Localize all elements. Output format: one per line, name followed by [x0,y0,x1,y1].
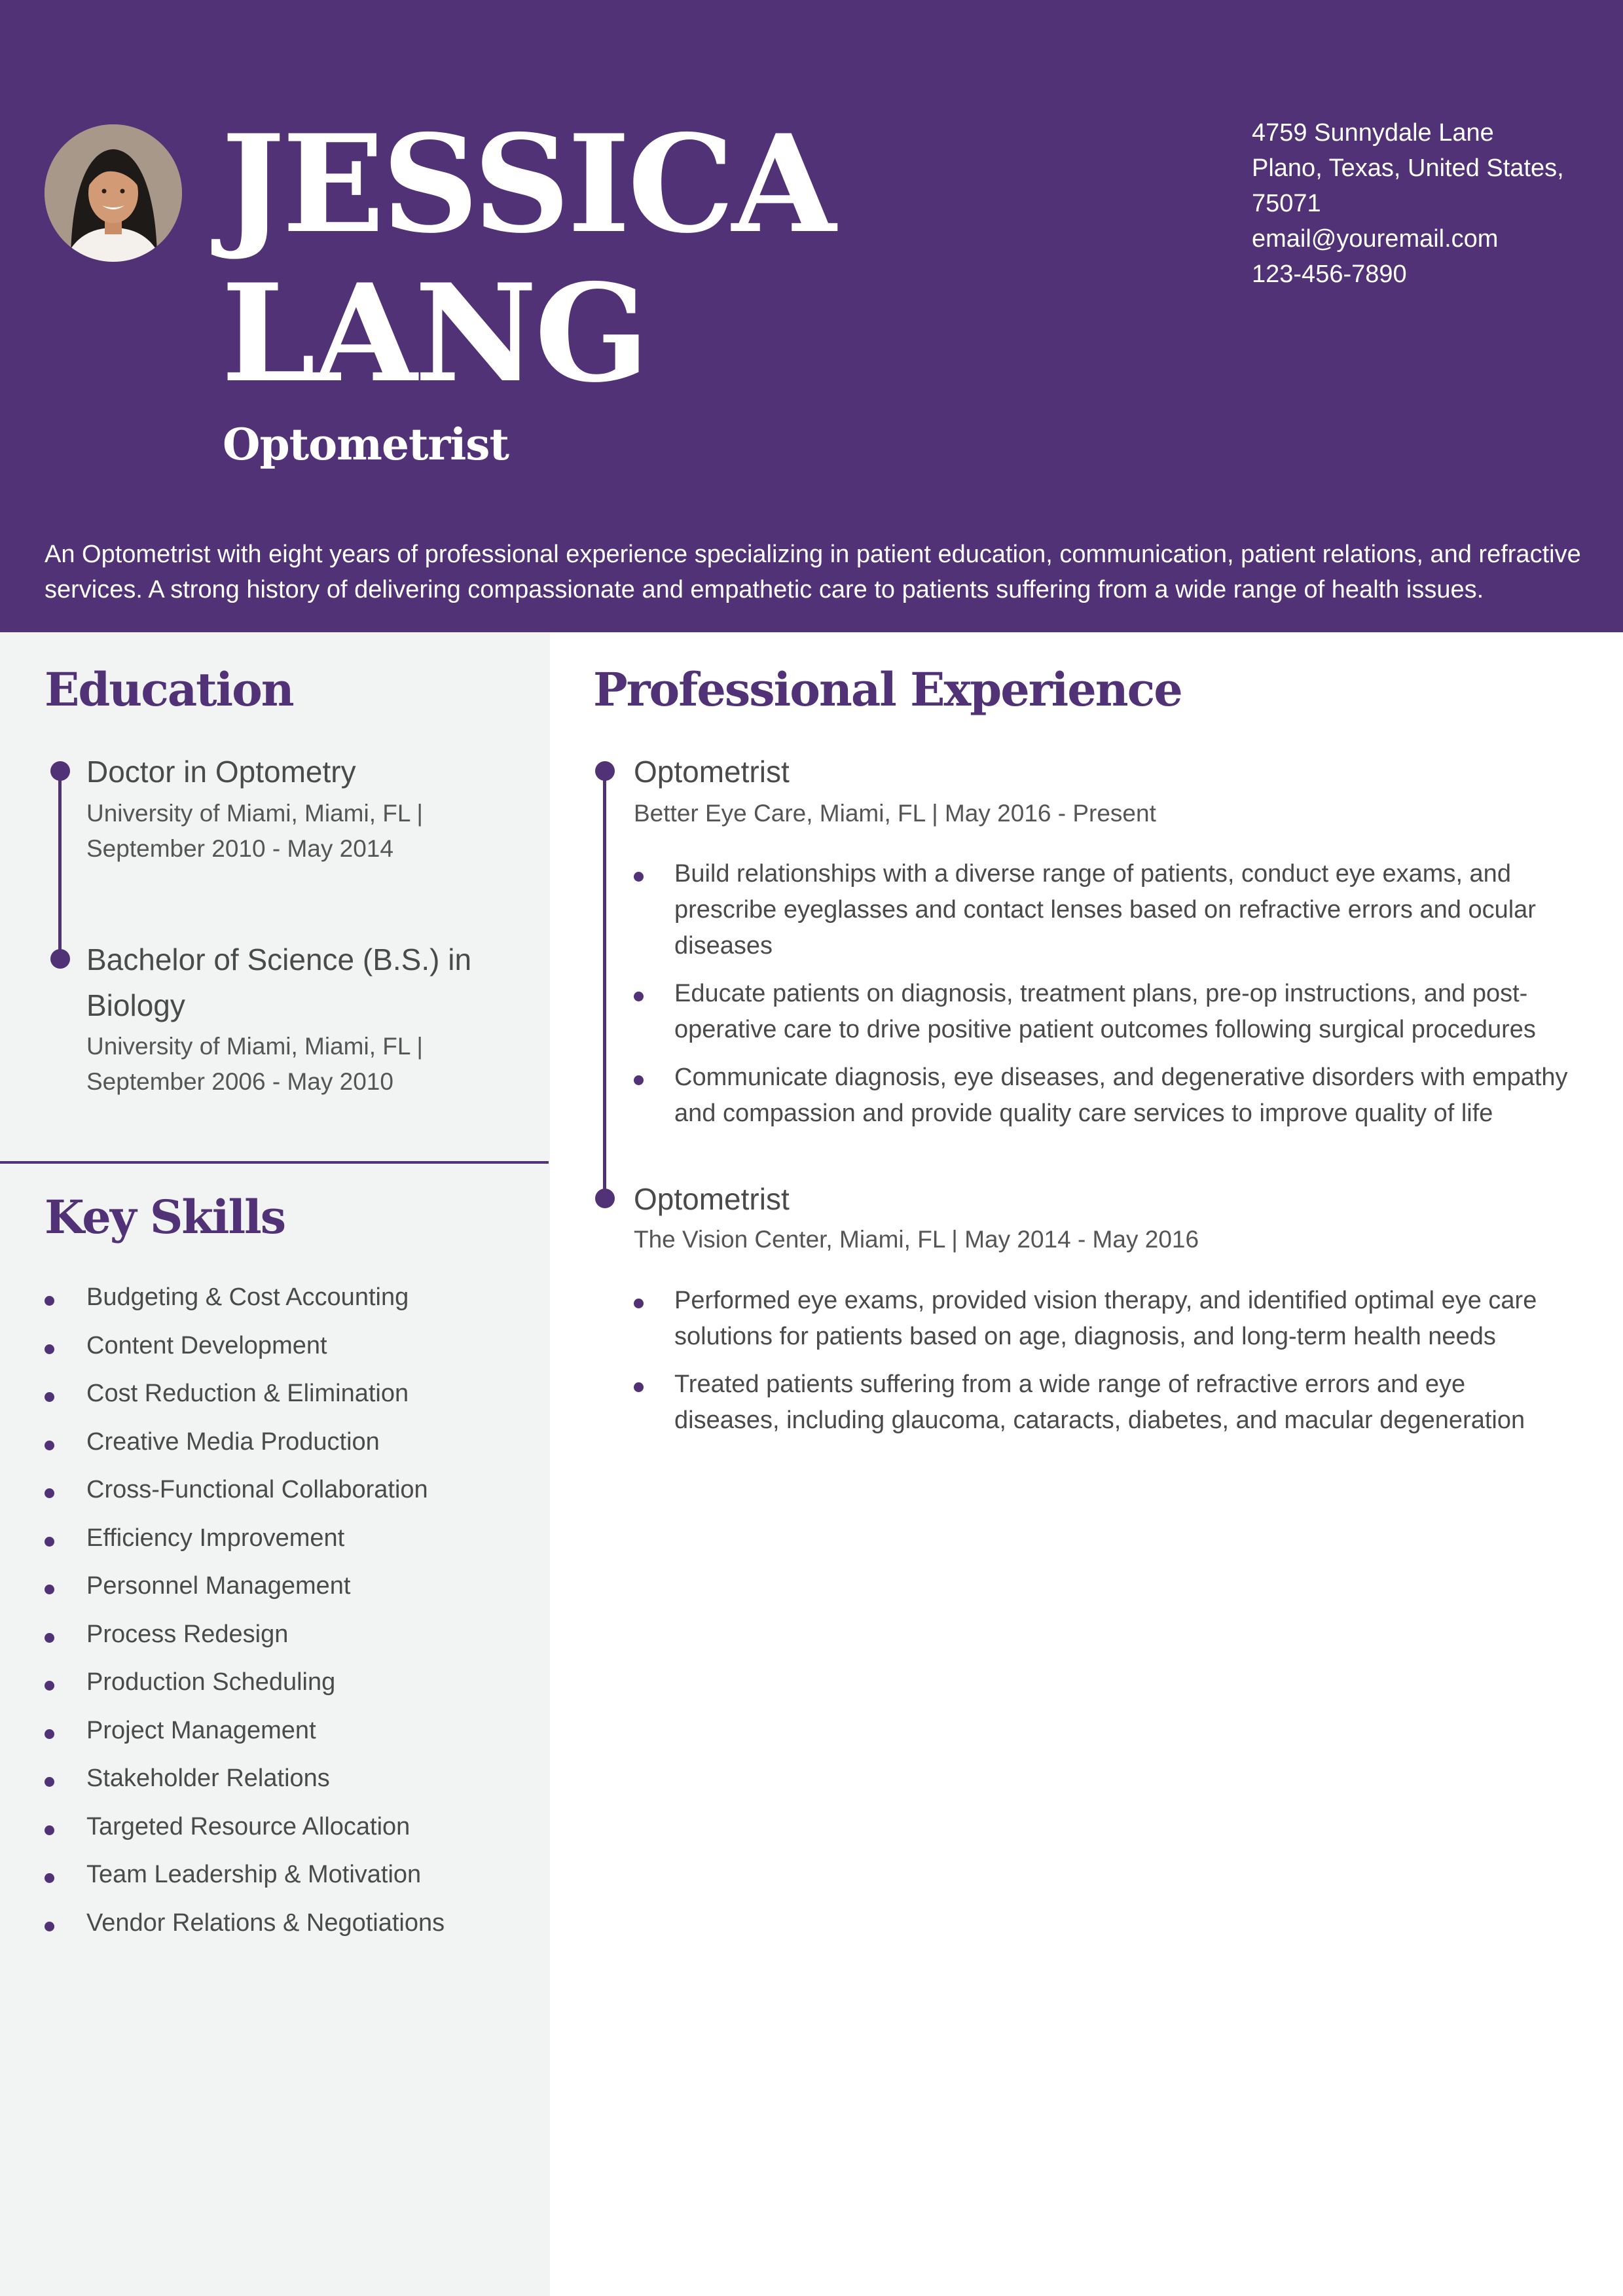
list-item [45,1278,529,1326]
list-item [45,1326,529,1374]
skills-heading: Key Skills [45,1190,285,1244]
timeline-dot [50,949,70,969]
bullet-icon [45,1296,54,1306]
bullet-icon [45,1488,54,1498]
bullet-icon [45,1633,54,1643]
bullet-text: Treated patients suffering from a wide range of refractive errors and eye diseases, including glaucoma, cataracts, diabetes, and macular degeneration [674,1371,1525,1434]
bullet-icon [45,1537,54,1547]
list-item [634,856,1577,964]
job-title: Optometrist [223,419,509,470]
candidate-name [221,106,833,412]
skill-label: Team Leadership & Motivation [86,1861,422,1888]
last-name: LANG [221,255,647,412]
experience-heading: Professional Experience [593,662,1182,717]
bullet-icon [45,1922,54,1931]
skill-label: Process Redesign [86,1620,289,1648]
bullet-text: Performed eye exams, provided vision therapy, and identified optimal eye care solutions for patients based on age, diagnosis, and long-term health needs [674,1287,1537,1350]
list-item [634,1060,1577,1132]
timeline-dot [595,1189,615,1208]
bullet-text: Educate patients on diagnosis, treatment plans, pre-op instructions, and post-operative care to drive positive patient outcomes following surgical procedures [674,980,1536,1043]
job-title: Optometrist [634,755,790,789]
sidebar-divider [0,1161,549,1164]
header-banner [0,0,1623,632]
bullet-icon [634,1382,644,1392]
bullet-text: Communicate diagnosis, eye diseases, and degenerative disorders with empathy and compassion and provide quality care services to improve quality of life [674,1064,1568,1127]
list-item [45,1807,529,1856]
education-heading: Education [45,662,293,717]
list-item [45,1855,529,1903]
bullet-icon [634,1075,644,1085]
skills-list [45,1278,529,1951]
avatar [45,124,182,262]
job-company: The Vision Center, Miami, FL | May 2014 - May 2016 [634,1226,1199,1253]
bullet-icon [45,1585,54,1594]
first-name: JESSICA [221,106,833,263]
skill-label: Budgeting & Cost Accounting [86,1283,409,1311]
education-details: University of Miami, Miami, FL | September 2006 - May 2010 [86,1033,423,1095]
skill-label: Content Development [86,1331,327,1359]
list-item [45,1566,529,1615]
bullet-icon [45,1777,54,1787]
skill-label: Vendor Relations & Negotiations [86,1909,445,1937]
skill-label: Personnel Management [86,1572,351,1600]
email[interactable]: email@youremail.com [1252,225,1499,253]
education-degree: Doctor in Optometry [86,755,356,789]
bullet-icon [634,1299,644,1308]
address-line2: Plano, Texas, United States, 75071 [1252,154,1564,217]
timeline-dot [50,761,70,781]
bullet-icon [45,1441,54,1450]
bullet-icon [45,1873,54,1883]
professional-summary: An Optometrist with eight years of professional experience specializing in patient education, communication, patient relations, and refractive services. A strong history of delivering compassionate and empathetic care to patients suffering from a wide range of health issues. [45,541,1581,603]
address-line1: 4759 Sunnydale Lane [1252,119,1494,147]
profile-photo [45,124,182,262]
skill-label: Efficiency Improvement [86,1524,345,1552]
skill-label: Creative Media Production [86,1427,380,1456]
job-bullets [634,856,1577,1143]
bullet-text: Build relationships with a diverse range of patients, conduct eye exams, and prescribe eyeglasses and contact lenses based on refractive errors and ocular diseases [674,860,1536,960]
timeline-dot [595,761,615,781]
phone[interactable]: 123-456-7890 [1252,260,1407,288]
list-item [45,1374,529,1422]
job-company: Better Eye Care, Miami, FL | May 2016 - Present [634,800,1156,827]
list-item [45,1470,529,1518]
skill-label: Targeted Resource Allocation [86,1812,410,1840]
list-item [45,1662,529,1711]
list-item [634,1367,1577,1439]
list-item [45,1759,529,1807]
experience-timeline-line [603,771,606,1200]
list-item [634,1283,1577,1355]
skill-label: Project Management [86,1716,316,1744]
job-title: Optometrist [634,1182,790,1216]
bullet-icon [45,1729,54,1739]
list-item [634,976,1577,1048]
skill-label: Production Scheduling [86,1668,336,1696]
list-item [45,1422,529,1471]
education-timeline-line [58,771,62,961]
bullet-icon [45,1825,54,1835]
skill-label: Cross-Functional Collaboration [86,1476,428,1503]
skill-label: Cost Reduction & Elimination [86,1380,409,1407]
education-degree: Bachelor of Science (B.S.) in Biology [86,942,472,1022]
contact-block [1252,115,1592,292]
list-item [45,1518,529,1567]
bullet-icon [634,872,644,882]
bullet-icon [45,1344,54,1354]
skill-label: Stakeholder Relations [86,1765,330,1792]
list-item [45,1711,529,1759]
education-details: University of Miami, Miami, FL | September 2010 - May 2014 [86,800,423,862]
job-bullets [634,1283,1577,1450]
list-item [45,1903,529,1952]
bullet-icon [634,992,644,1001]
list-item [45,1615,529,1663]
bullet-icon [45,1681,54,1691]
bullet-icon [45,1392,54,1402]
